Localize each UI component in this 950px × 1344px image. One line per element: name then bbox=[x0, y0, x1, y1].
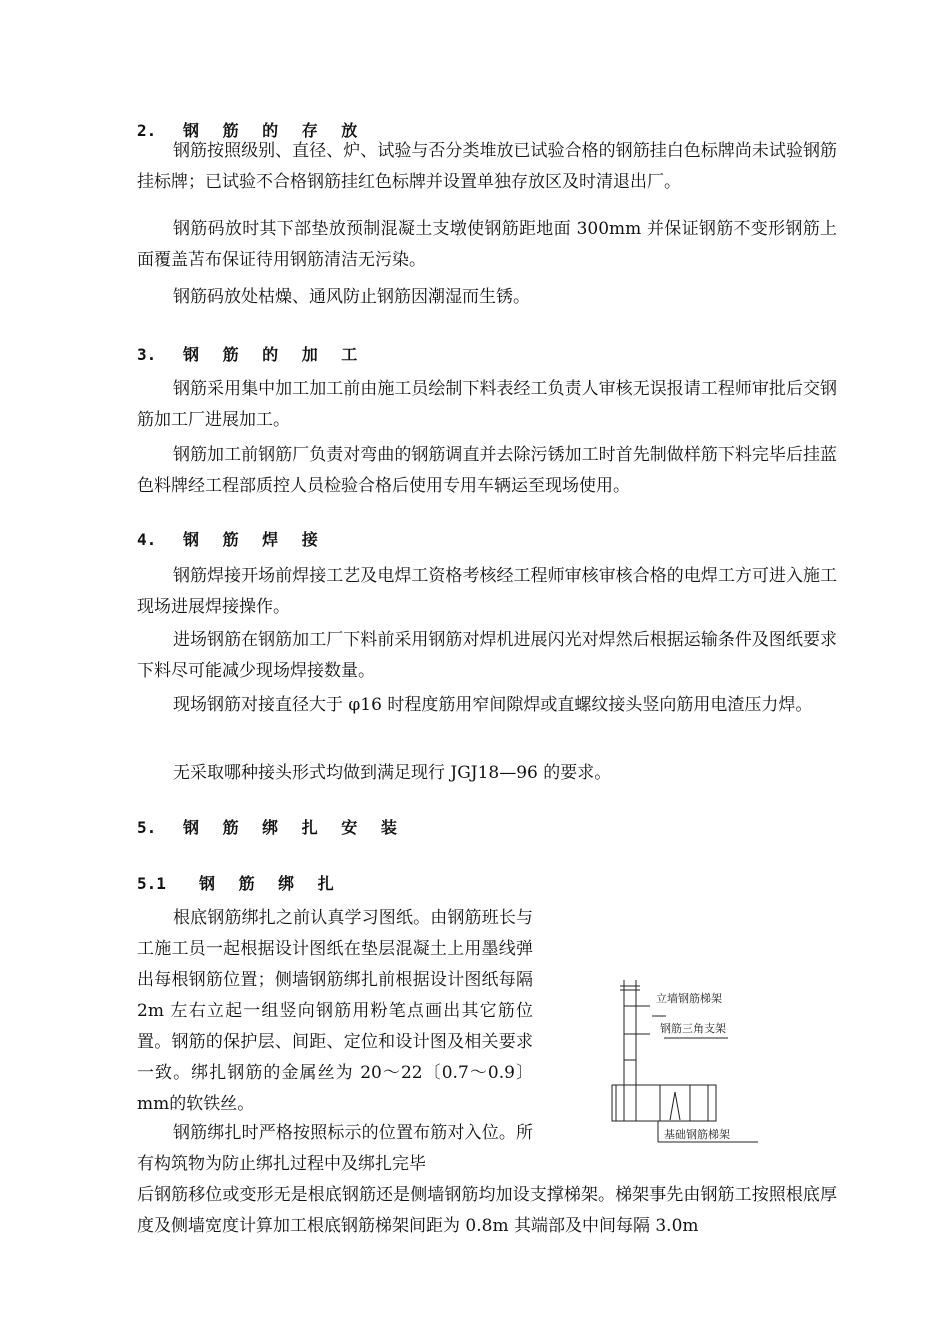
foundation-box bbox=[612, 1085, 716, 1121]
paragraph: 根底钢筋绑扎之前认真学习图纸。由钢筋班长与工施工员一起根据设计图纸在垫层混凝土上用墨线弹出每根钢筋位置；侧墙钢筋绑扎前根据设计图纸每隔 2m 左右立起一组竖向钢筋用粉笔点画出其它筋位置。钢筋的保护层、间距、定位和设计图及相关要求一致。绑扎钢筋的金属丝为 20～22〔0.7～0.9〕mm的软铁丝。 bbox=[137, 908, 533, 1114]
paragraph: 钢筋码放时其下部垫放预制混凝土支墩使钢筋距地面 300mm 并保证钢筋不变形钢筋上面覆盖苫布保证待用钢筋清洁无污染。 bbox=[137, 219, 837, 270]
figure-label: 钢筋三角支架 bbox=[660, 1022, 726, 1035]
paragraph: 钢筋按照级别、直径、炉、试验与否分类堆放已试验合格的钢筋挂白色标牌尚未试验钢筋挂标牌；已试验不合格钢筋挂红色标牌并设置单独存放区及时清退出厂。 bbox=[137, 141, 837, 192]
section-heading-4 bbox=[137, 527, 327, 550]
paragraph: 现场钢筋对接直径大于 φ16 时程度筋用窄间隙焊或直螺纹接头竖向筋用电渣压力焊。 bbox=[173, 695, 813, 715]
rebar-support-diagram bbox=[608, 980, 764, 1150]
paragraph: 无采取哪种接头形式均做到满足现行 JGJ18—96 的要求。 bbox=[173, 763, 612, 783]
figure-label: 基础钢筋梯架 bbox=[664, 1128, 730, 1141]
section-number: 4. bbox=[137, 530, 157, 549]
section-title: 钢 筋 绑 扎 安 装 bbox=[183, 818, 406, 837]
figure-label: 立墙钢筋梯架 bbox=[656, 992, 722, 1005]
section-title: 钢 筋 的 存 放 bbox=[183, 121, 367, 140]
section-title: 钢 筋 焊 接 bbox=[183, 530, 327, 549]
paragraph: 后钢筋移位或变形无是根底钢筋还是侧墙钢筋均加设支撑梯架。梯架事先由钢筋工按照根底厚度及侧墙宽度计算加工根底钢筋梯架间距为 0.8m 其端部及中间每隔 3.0m bbox=[137, 1185, 837, 1236]
triangle-support bbox=[670, 1092, 675, 1120]
paragraph: 钢筋采用集中加工加工前由施工员绘制下料表经工负责人审核无误报请工程师审批后交钢筋加工厂进展加工。 bbox=[137, 379, 837, 430]
paragraph: 进场钢筋在钢筋加工厂下料前采用钢筋对焊机进展闪光对焊然后根据运输条件及图纸要求下料尽可能减少现场焊接数量。 bbox=[137, 630, 837, 681]
section-heading-5 bbox=[137, 815, 406, 838]
section-number: 2. bbox=[137, 121, 157, 140]
diagram-svg bbox=[608, 980, 764, 1150]
paragraph: 钢筋码放处枯燥、通风防止钢筋因潮湿而生锈。 bbox=[173, 287, 530, 307]
paragraph: 钢筋绑扎时严格按照标示的位置布筋对入位。所有构筑物为防止绑扎过程中及绑扎完毕 bbox=[137, 1123, 533, 1174]
paragraph: 钢筋焊接开场前焊接工艺及电焊工资格考核经工程师审核审核合格的电焊工方可进入施工现场进展焊接操作。 bbox=[137, 566, 837, 617]
section-number: 3. bbox=[137, 345, 157, 364]
section-number: 5.1 bbox=[137, 874, 166, 893]
section-number: 5. bbox=[137, 818, 157, 837]
triangle-support bbox=[675, 1092, 680, 1120]
section-title: 钢 筋 绑 扎 bbox=[199, 874, 343, 893]
section-heading-5-1 bbox=[137, 871, 343, 894]
section-heading-3 bbox=[137, 342, 366, 365]
paragraph: 钢筋加工前钢筋厂负责对弯曲的钢筋调直并去除污锈加工时首先制做样筋下料完毕后挂蓝色料牌经工程部质控人员检验合格后使用专用车辆运至现场使用。 bbox=[137, 445, 837, 496]
section-title: 钢 筋 的 加 工 bbox=[183, 345, 367, 364]
